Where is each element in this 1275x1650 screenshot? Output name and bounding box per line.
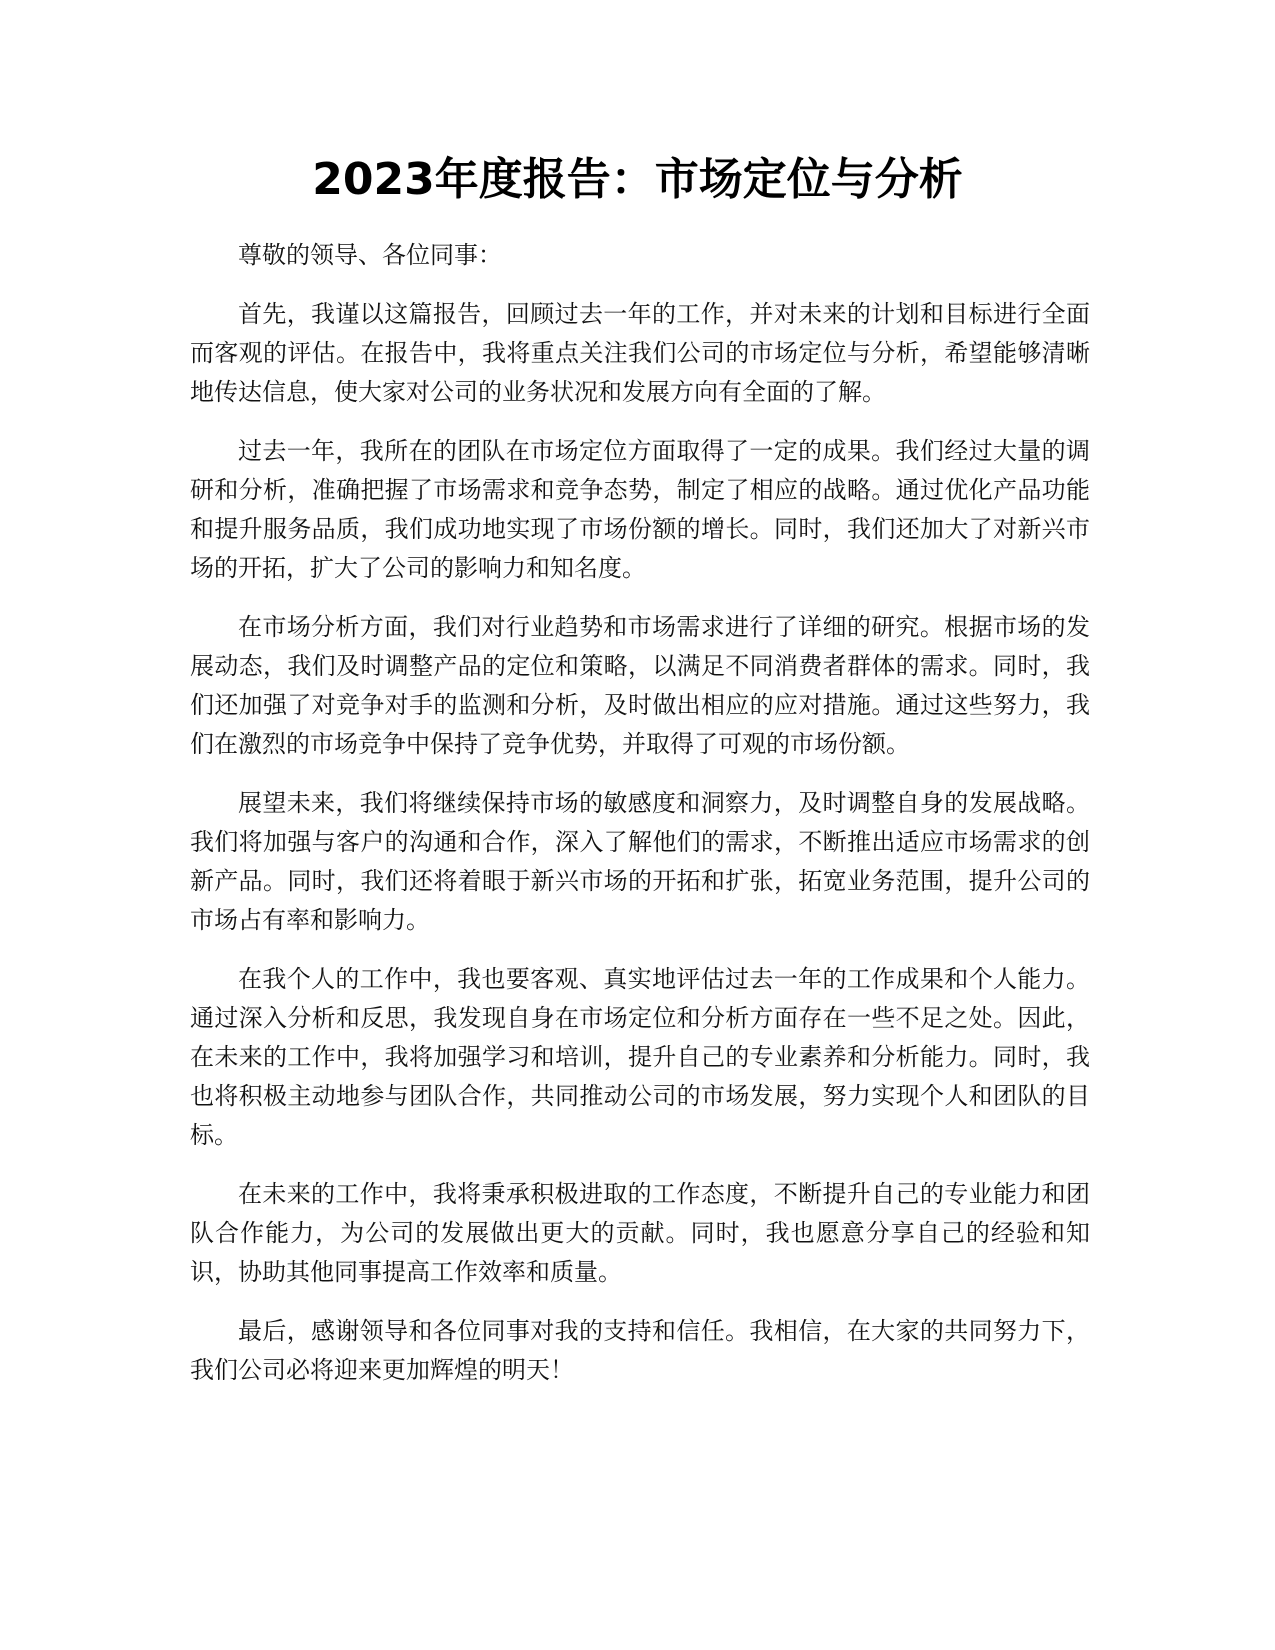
body-paragraph: 过去一年，我所在的团队在市场定位方面取得了一定的成果。我们经过大量的调研和分析，准确把握了市场需求和竞争态势，制定了相应的战略。通过优化产品功能和提升服务品质，我们成功地实现了市场份额的增长。同时，我们还加大了对新兴市场的开拓，扩大了公司的影响力和知名度。 <box>190 437 1090 582</box>
body-paragraph: 首先，我谨以这篇报告，回顾过去一年的工作，并对未来的计划和目标进行全面而客观的评估。在报告中，我将重点关注我们公司的市场定位与分析，希望能够清晰地传达信息，使大家对公司的业务状况和发展方向有全面的了解。 <box>190 300 1090 406</box>
body-paragraph: 在我个人的工作中，我也要客观、真实地评估过去一年的工作成果和个人能力。通过深入分析和反思，我发现自身在市场定位和分析方面存在一些不足之处。因此，在未来的工作中，我将加强学习和培训，提升自己的专业素养和分析能力。同时，我也将积极主动地参与团队合作，共同推动公司的市场发展，努力实现个人和团队的目标。 <box>190 965 1090 1149</box>
body-paragraph: 在未来的工作中，我将秉承积极进取的工作态度，不断提升自己的专业能力和团队合作能力，为公司的发展做出更大的贡献。同时，我也愿意分享自己的经验和知识，协助其他同事提高工作效率和质量。 <box>190 1180 1090 1286</box>
document-title: 2023年度报告：市场定位与分析 <box>312 154 963 205</box>
salutation-paragraph: 尊敬的领导、各位同事： <box>238 241 502 269</box>
body-paragraph: 展望未来，我们将继续保持市场的敏感度和洞察力，及时调整自身的发展战略。我们将加强与客户的沟通和合作，深入了解他们的需求，不断推出适应市场需求的创新产品。同时，我们还将着眼于新兴市场的开拓和扩张，拓宽业务范围，提升公司的市场占有率和影响力。 <box>190 789 1090 934</box>
body-paragraph: 在市场分析方面，我们对行业趋势和市场需求进行了详细的研究。根据市场的发展动态，我们及时调整产品的定位和策略，以满足不同消费者群体的需求。同时，我们还加强了对竞争对手的监测和分析，及时做出相应的应对措施。通过这些努力，我们在激烈的市场竞争中保持了竞争优势，并取得了可观的市场份额。 <box>190 613 1090 758</box>
closing-paragraph: 最后，感谢领导和各位同事对我的支持和信任。我相信，在大家的共同努力下，我们公司必将迎来更加辉煌的明天！ <box>190 1317 1090 1384</box>
document-body <box>190 236 1090 1410</box>
